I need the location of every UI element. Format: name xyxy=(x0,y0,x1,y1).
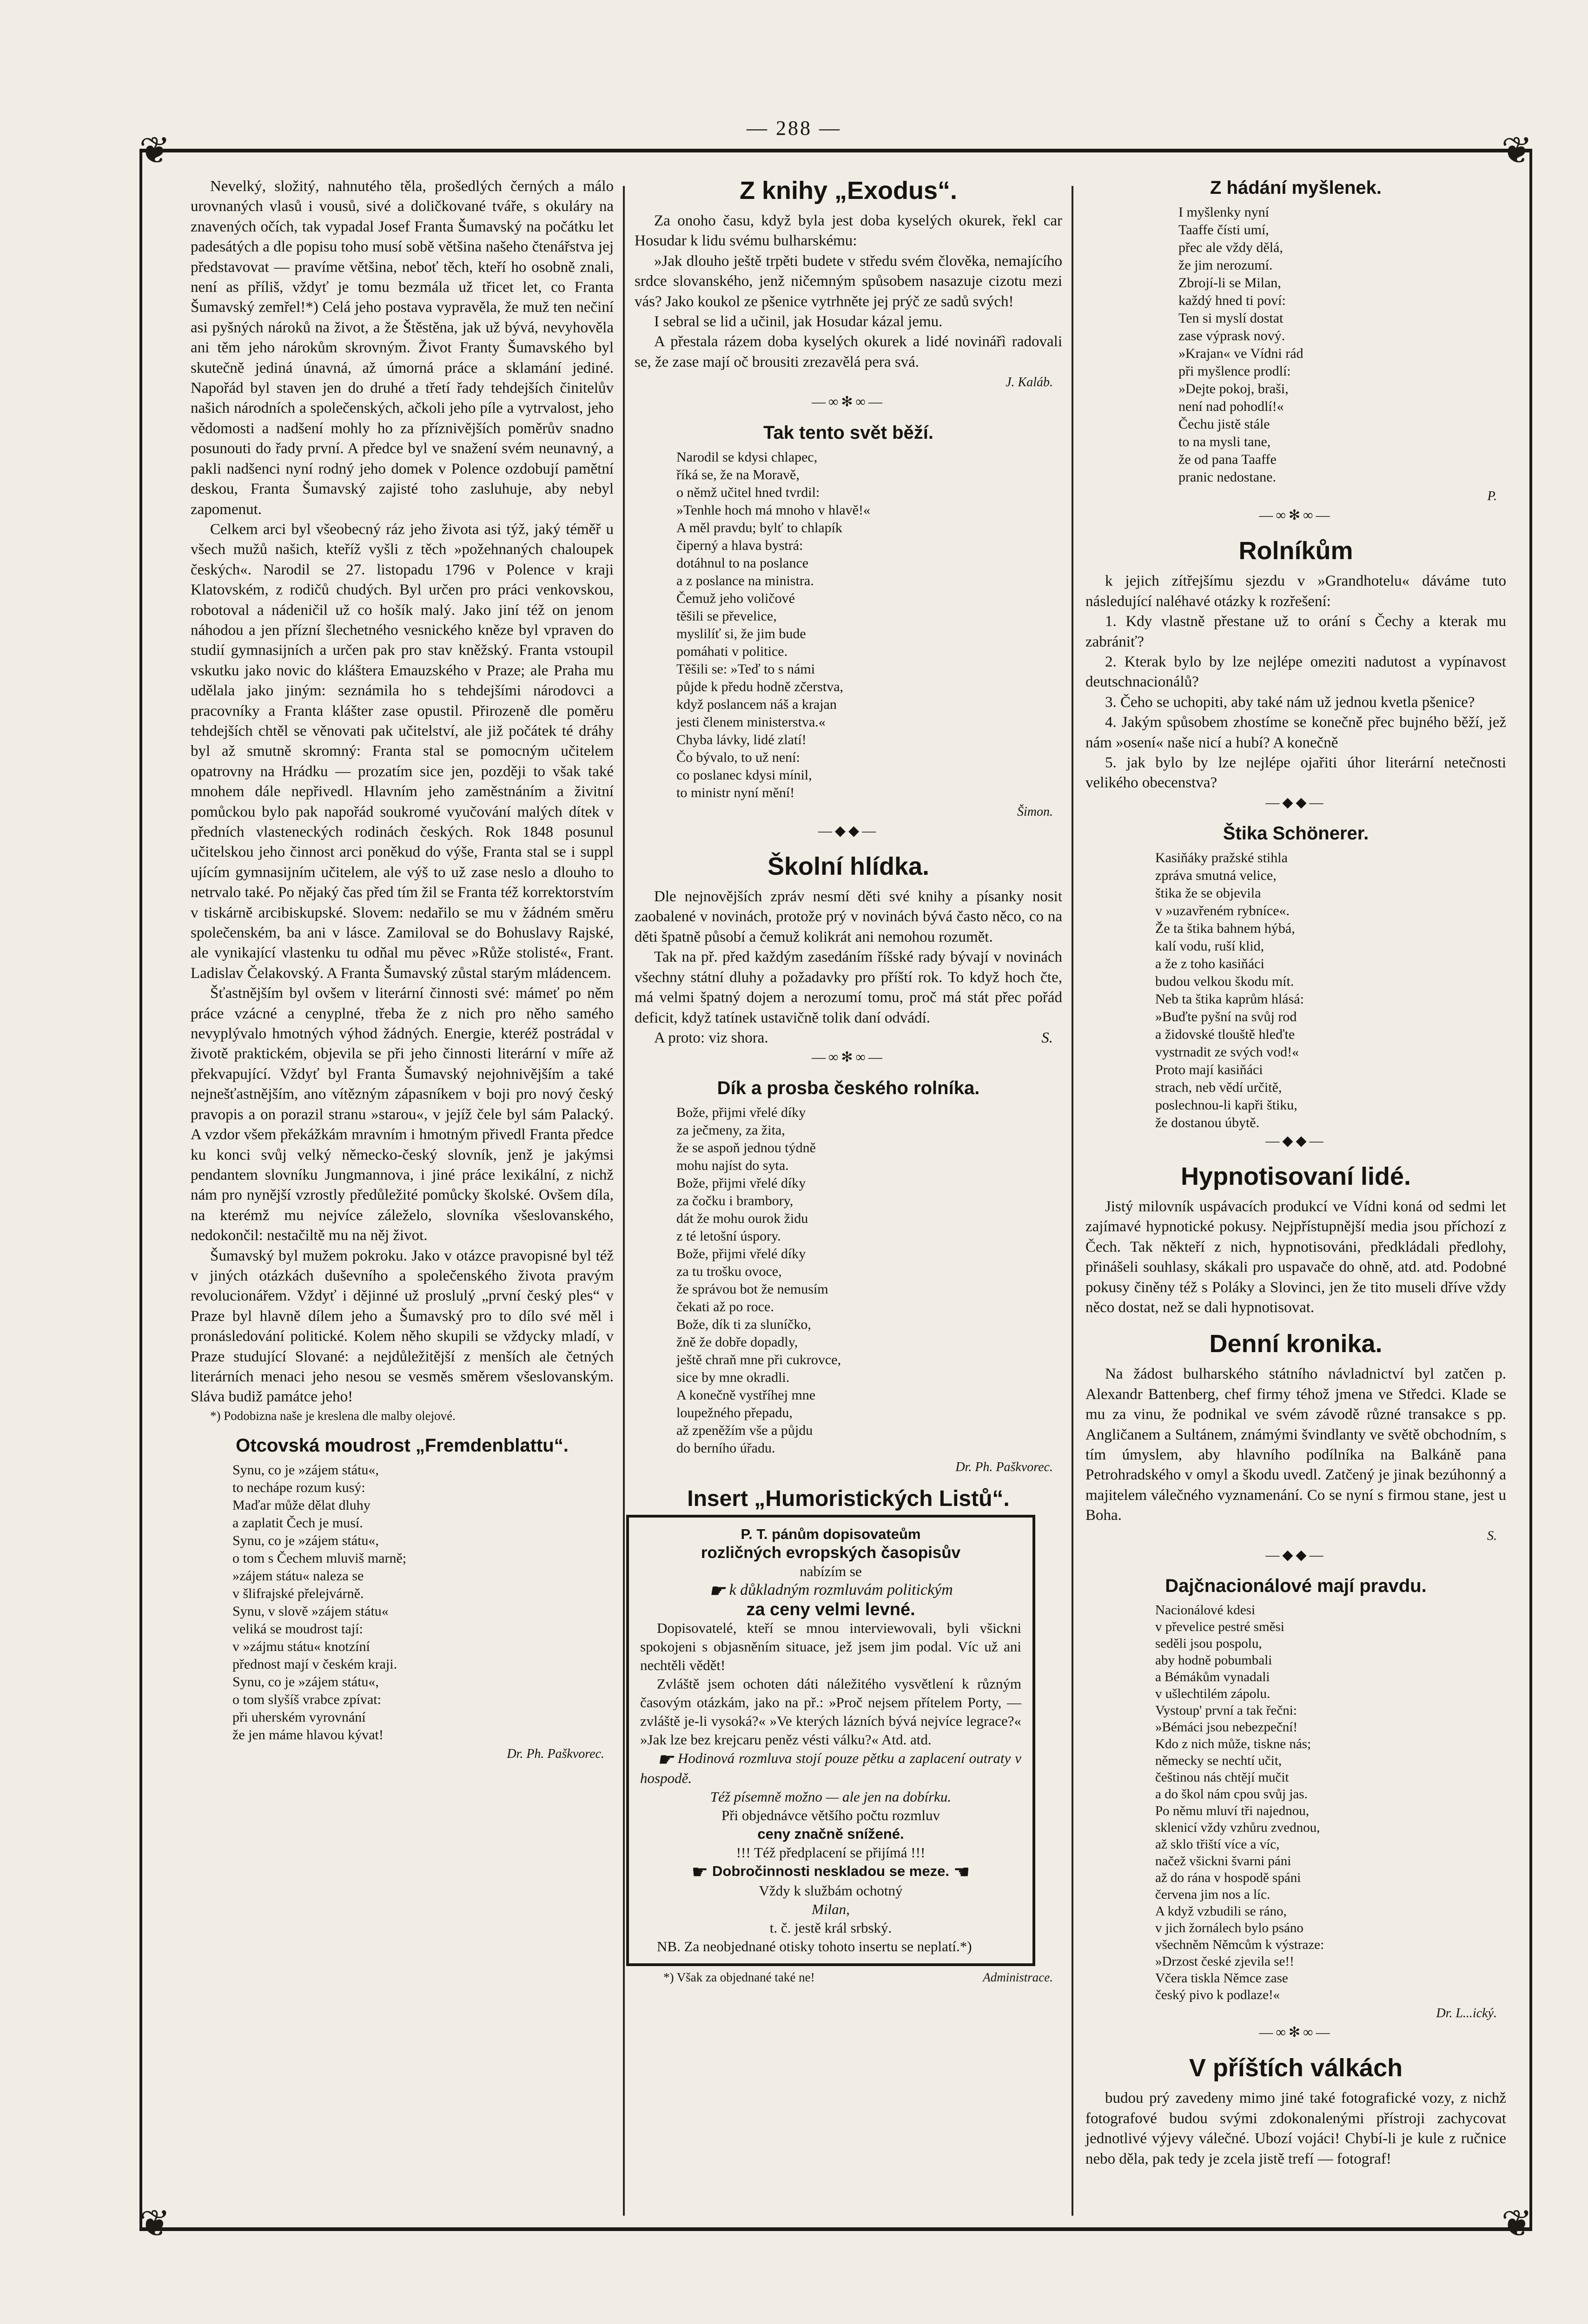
poem-line: štika že se objevila xyxy=(1155,885,1261,901)
signature: P. xyxy=(1487,489,1497,503)
poem-line: český pivo k podlaze!« xyxy=(1155,1987,1280,2002)
valky-paragraph: budou prý zavedeny mimo jiné také fotografické vozy, z nichž fotografové budou svými zdokonalenými přístroji zachycovat jednotlivé výjevy válečné. Ubozí vojáci! Chybí-li je kule z ručnice nebo děla, pak tedy je zcela jistě trefí — fotograf! xyxy=(1085,2090,1506,2167)
poem-line: Neb ta štika kaprům hlásá: xyxy=(1155,991,1304,1007)
insert-body: ceny značně snížené. xyxy=(757,1825,904,1842)
poem-line: přec ale vždy dělá, xyxy=(1178,240,1283,255)
insert-body: Zvláště jsem ochoten dáti náležitého vysvětlení k různým časovým otázkám, jako na př.: »Proč nejsem přítelem Porty, — zvláště je-li vysoká?« »Ve kterých lázních bývá nejvíce legrace?« »Jak lze bez krejcaru peněz vésti válku?« Atd. atd. xyxy=(640,1675,1021,1748)
poem-line: dát že mohu ourok židu xyxy=(676,1211,808,1227)
skolni-closing-text: A proto: viz shora. xyxy=(654,1029,768,1046)
skolni-paragraph: Dle nejnovějších zpráv nesmí děti své knihy a písanky nosit zaobalené v novinách, protože prý v novinách bývá často něco, co na děti špatně působí a čemuž kolikrát ani nemohou rozumět. xyxy=(635,888,1062,945)
pointing-hand-left-icon: ☚ xyxy=(953,1862,970,1882)
poem-line: »Drzost české zjevila se!! xyxy=(1155,1954,1294,1969)
heading-tento-svet: Tak tento svět běží. xyxy=(763,422,933,443)
poem-line: Bože, přijmi vřelé díky xyxy=(676,1105,806,1121)
poem-line: češtinou nás chtějí mučit xyxy=(1155,1769,1289,1785)
poem-line: »Bémáci jsou nebezpeční! xyxy=(1155,1719,1297,1735)
poem-line: Narodil se kdysi chlapec, xyxy=(676,449,818,465)
poem-tento-svet xyxy=(635,449,1062,802)
poem-line: pomáhati v politice. xyxy=(676,643,788,659)
poem-line: o němž učitel hned tvrdil: xyxy=(676,484,820,500)
poem-line: až zpeněžím vše a půjdu xyxy=(676,1423,813,1439)
insert-body: !!! Též předplacení se přijímá !!! xyxy=(736,1844,926,1861)
poem-line: loupežného přepadu, xyxy=(676,1405,793,1421)
poem-line: strach, neb vědí určitě, xyxy=(1155,1079,1282,1095)
poem-line: že se aspoň jednou týdně xyxy=(676,1140,816,1156)
poem-line: není nad pohodlí!« xyxy=(1178,399,1284,414)
poem-line: zpráva smutná velice, xyxy=(1155,867,1277,883)
separator: —∞✻∞— xyxy=(812,394,885,409)
signature: Administrace. xyxy=(983,1970,1053,1984)
insert-head: rozličných evropských časopisův xyxy=(701,1543,961,1562)
article-paragraph: Šumavský byl mužem pokroku. Jako v otázce pravopisné byl též v jiných otázkách duševního a společenského života pravým revolucionářem. Vždyť i dějinné už proslulý „první český ples“ v Praze byl hlavně dílem jeho a Šumavský pro to dílo své měl i pronásledování politické. Kolem něho skupili se vždycky mladí, v Praze studující Slované: a nejdůležitější z menších ale četných literárních menaci jeho nesou se vesměs směrem všeslovanským. Sláva budiž památce jeho! xyxy=(191,1247,614,1406)
poem-line: Maďar může dělat dluhy xyxy=(232,1497,371,1513)
heading-dajcnacionalove: Dajčnacionálové mají pravdu. xyxy=(1165,1575,1427,1596)
poem-line: vystrnadit ze svých vod!« xyxy=(1155,1044,1299,1060)
insert-footnote xyxy=(635,1966,1062,1986)
frame-right-line xyxy=(1529,152,1532,2227)
column-rule-2 xyxy=(1072,186,1073,2216)
signature: Dr. Ph. Paškvorec. xyxy=(507,1746,604,1761)
heading-v-pristich-valkach: V příštích válkách xyxy=(1189,2054,1403,2082)
poem-line: že jim nerozumí. xyxy=(1178,257,1273,273)
insert-body: Dopisovatelé, kteří se mnou interviewovali, byli všickni spokojeni s objasněním situace, jež jsem jim podal. Víc už ani nechtěli vědět! xyxy=(640,1619,1021,1673)
insert-body: Dobročinnosti neskladou se meze. xyxy=(712,1862,949,1879)
poem-line: Synu, co je »zájem státu«, xyxy=(232,1674,379,1690)
insert-head: P. T. pánům dopisovateům xyxy=(741,1525,921,1542)
poem-line: »zájem státu« naleza se xyxy=(232,1568,364,1584)
poem-line: že jen máme hlavou kývat! xyxy=(232,1727,384,1743)
poem-dik-a-prosba xyxy=(635,1104,1062,1457)
separator: —◆◆— xyxy=(1265,794,1326,810)
poem-line: Čemuž jeho voličové xyxy=(676,590,795,606)
poem-line: Bože, přijmi vřelé díky xyxy=(676,1246,806,1262)
heading-z-hadani: Z hádání myšlenek. xyxy=(1210,178,1382,198)
insert-body: Při objednávce většího počtu rozmluv xyxy=(721,1807,940,1823)
poem-line: to ministr nyní mění! xyxy=(676,785,795,800)
signature: J. Kaláb. xyxy=(1006,375,1053,390)
poem-line: v ušlechtilém zápolu. xyxy=(1155,1686,1270,1701)
poem-line: že od pana Taaffe xyxy=(1178,452,1277,467)
insert-box xyxy=(626,1515,1035,1966)
signature: S. xyxy=(1041,1029,1053,1046)
poem-line: aby hodně pobumbali xyxy=(1155,1652,1272,1668)
heading-insert: Insert „Humoristických Listů“. xyxy=(687,1486,1010,1511)
separator: —◆◆— xyxy=(1265,1547,1326,1563)
poem-otcovska xyxy=(191,1461,614,1744)
poem-line: Bože, přijmi vřelé díky xyxy=(676,1175,806,1191)
article-paragraph: Celkem arci byl všeobecný ráz jeho života asi týž, jaký téměř u všech mužů našich, kteříž vyšli z těch »požehnaných chaloupek českých«. Narodil se 27. listopadu 1796 v Polence v kraji Klatovském, z rodičů chudých. Byl určen pro práci venkovskou, robotoval a nádeničil už co hošík malý. Jako jiní též on jenom náhodou a jen přízní šlechetného vesnického kněze byl vpraven do studií gymnasijních a určen pak pro stav kněžský. Franta vstoupil vskutku jako novic do kláštera Emauzského v Praze; ale Praha mu udělala jako jiným: seznámila ho s tehdejšími národovci a pracovníky a Franta klášter zase opustil. Přirozeně dle poměru tehdejších chtěl se věnovati pak učitelství, ale již počátek té dráhy byl až smutně skromný: Franta stal se pomocným učitelem opatrovny na Hrádku — prozatím sice jen, později to však také mnohem dále nepřivedl. Hlavním jeho zaměstnáním a živitní pomůckou bylo pak napořád soukromé vyučování malých dítek v předních vlasteneckých rodinách českých. Rok 1848 posunul učitelskou jeho činnost arci poněkud do výše, Franta stal se i suppl ujícím gymnasijním učitelem, ale výš to už zase neslo a dlouho to netrvalo také. Po nějaký čas před tím žil se Franta též korrektorstvím v tiskárně arcibiskupské. Slovem: nedařilo se mu v žádném směru společenském, ba ani v lásce. Zamiloval se do Bohuslavy Rajské, ale vynikající vlastenku tu odňal mu pěvec »Růže stolisté«, Frant. Ladislav Čelakovský. A Franta Šumavský zůstal starým mládencem. xyxy=(191,521,614,982)
poem-line: Zbrojí-li se Milan, xyxy=(1178,275,1281,290)
poem-line: německy se nechtí učit, xyxy=(1155,1753,1282,1768)
poem-line: dotáhnul to na poslance xyxy=(676,555,809,571)
poem-line: při uherském vyrovnání xyxy=(232,1709,366,1725)
poem-z-hadani xyxy=(1085,204,1506,486)
heading-exodus: Z knihy „Exodus“. xyxy=(739,177,958,205)
separator: —∞✻∞— xyxy=(1259,508,1333,523)
column-rule-1 xyxy=(623,186,625,2216)
poem-line: Včera tiskla Němce zase xyxy=(1155,1970,1288,1986)
insert-offer: za ceny velmi levné. xyxy=(746,1599,915,1619)
exodus-paragraph: Za onoho času, když byla jest doba kyselých okurek, řekl car Hosudar k lidu svému bulharskému: xyxy=(635,212,1062,250)
poem-line: Nacionálové kdesi xyxy=(1155,1602,1256,1618)
poem-line: A když vzbudili se ráno, xyxy=(1155,1903,1287,1919)
heading-denni-kronika: Denní kronika. xyxy=(1209,1330,1383,1358)
poem-line: poslechnou-li kapři štiku, xyxy=(1155,1097,1297,1113)
ornament-top-left-icon: ❦ xyxy=(139,131,171,172)
poem-line: v převelice pestré směsi xyxy=(1155,1619,1284,1634)
insert-nb: NB. Za neobjednané otisky tohoto insertu se neplatí.*) xyxy=(657,1938,972,1954)
poem-line: o tom slyšíš vrabce zpívat: xyxy=(232,1691,381,1707)
poem-line: jesti členem ministerstva.« xyxy=(676,714,826,730)
poem-line: A konečně vystříhej mne xyxy=(676,1387,816,1403)
poem-line: když poslancem náš a krajan xyxy=(676,696,837,712)
heading-skolni-hlidka: Školní hlídka. xyxy=(767,852,930,881)
poem-line: Taaffe čísti umí, xyxy=(1178,222,1269,238)
skolni-paragraph: Tak na př. před každým zasedáním říšské rady bývají v novinách všechny státní dluhy a požadavky pro příští rok. To když hoch čte, má velmi špatný dojem a nerozumí tomu, proč má stát přec pořád deficit, když tatínek ustavičně tolik daní odvádí. xyxy=(635,949,1062,1026)
frame-left-line xyxy=(139,152,142,2227)
separator: —∞✻∞— xyxy=(812,1050,885,1065)
poem-line: až sklo třiští více a víc, xyxy=(1155,1836,1280,1852)
column-1 xyxy=(191,177,614,1764)
column-2 xyxy=(635,177,1062,1986)
ornament-top-right-icon: ❦ xyxy=(1501,131,1533,172)
rolnikum-question: 5. jak bylo by lze nejlépe ojařiti úhor literární netečnosti velikého obecenstva? xyxy=(1085,754,1506,792)
poem-line: v jich žornálech bylo psáno xyxy=(1155,1920,1303,1935)
rolnikum-question: 2. Kterak bylo by lze nejlépe omeziti nadutost a vypínavost deutschnacionálů? xyxy=(1085,654,1506,691)
column-3 xyxy=(1085,177,1506,2169)
poem-line: Vystoup' první a tak řečni: xyxy=(1155,1703,1297,1718)
poem-line: a Bémákům vynadali xyxy=(1155,1669,1270,1684)
poem-line: a židovské tlouště hleďte xyxy=(1155,1026,1295,1042)
skolni-closing xyxy=(635,1028,1062,1048)
hypno-paragraph: Jistý milovník uspávacích produkcí ve Vídni koná od sedmi let zajímavé hypnotické pokusy. Nejpřístupnější media jsou příchozí z Čech. Tak někteří z nich, hypnotisováni, předkládali předlohy, přinášeli souhlasy, skákali pro uspavače do ohně, atd. atd. Podobné pokusy činěny též s Poláky a Slovinci, jen že tito museli dříve vždy něco dostat, než se dali hypnotisovat. xyxy=(1085,1198,1506,1316)
heading-stika: Štika Schönerer. xyxy=(1223,823,1369,844)
separator: —◆◆— xyxy=(818,823,879,839)
heading-rolnikum: Rolníkům xyxy=(1238,537,1353,565)
insert-offer: k důkladným rozmluvám politickým xyxy=(729,1581,953,1598)
poem-line: v šlifrajské přelejvárně. xyxy=(232,1585,364,1601)
poem-line: Synu, v slově »zájem státu« xyxy=(232,1603,389,1619)
signature: S. xyxy=(1487,1528,1497,1543)
poem-line: každý hned ti poví: xyxy=(1178,293,1286,308)
poem-line: pranic nedostane. xyxy=(1178,469,1276,485)
poem-line: Kasiňáky pražské stihla xyxy=(1155,850,1288,865)
poem-line: z té letošní úspory. xyxy=(676,1228,781,1244)
poem-line: Proto mají kasiňáci xyxy=(1155,1062,1263,1077)
insert-body: Hodinová rozmluva stojí pouze pětku a zaplacení outraty v hospodě. xyxy=(640,1750,1021,1786)
poem-line: Ten si myslí dostat xyxy=(1178,310,1284,326)
heading-dik-a-prosba: Dík a prosba českého rolníka. xyxy=(717,1078,980,1099)
poem-line: až do rána v hospodě spáni xyxy=(1155,1870,1301,1885)
poem-line: Chyba lávky, lidé zlatí! xyxy=(676,732,807,747)
poem-line: čekati až po roce. xyxy=(676,1299,774,1315)
poem-line: Synu, co je »zájem státu«, xyxy=(232,1462,379,1478)
poem-line: sklenicí vždy vzhůru zvednou, xyxy=(1155,1820,1320,1835)
poem-line: kalí vodu, ruší klid, xyxy=(1155,938,1264,954)
poem-line: sice by mne okradli. xyxy=(676,1370,790,1386)
poem-line: přednost mají v českém kraji. xyxy=(232,1656,397,1672)
poem-line: a do škol nám cpou svůj jas. xyxy=(1155,1786,1308,1802)
poem-line: načež všickni švarni páni xyxy=(1155,1853,1291,1868)
poem-line: Těšili se: »Teď to s námi xyxy=(676,661,815,677)
rolnikum-question: 4. Jakým spůsobem zhostíme se konečně přec bujného běží, jež nám »osení« naše nicí a hubí? A konečně xyxy=(1085,714,1506,751)
separator: —∞✻∞— xyxy=(1259,2025,1333,2040)
poem-line: Bože, dík ti za sluníčko, xyxy=(676,1317,811,1333)
poem-line: Po němu mluví tři najednou, xyxy=(1155,1803,1310,1818)
poem-line: myslilíť si, že jim bude xyxy=(676,626,806,641)
pointing-hand-icon: ☛ xyxy=(708,1580,726,1601)
poem-line: čiperný a hlava bystrá: xyxy=(676,537,803,553)
exodus-paragraph: A přestala rázem doba kyselých okurek a lidé novinářì radovali se, že zase mají oč brousiti zrezavělá pera svá. xyxy=(635,333,1062,370)
poem-line: za ječmeny, za žita, xyxy=(676,1122,785,1138)
rolnikum-question: 1. Kdy vlastně přestane už to orání s Čechy a kterak mu zabrániť? xyxy=(1085,613,1506,650)
pointing-hand-icon: ☛ xyxy=(657,1749,674,1770)
poem-line: ještě chraň mne při cukrovce, xyxy=(676,1352,841,1368)
poem-line: a že z toho kasiňáci xyxy=(1155,956,1264,971)
separator: —◆◆— xyxy=(1265,1133,1326,1149)
poem-line: I myšlenky nyní xyxy=(1178,205,1269,220)
insert-body: Též písemně možno — ale jen na dobírku. xyxy=(710,1788,952,1805)
article-paragraph: Nevelký, složitý, nahnutého těla, prošedlých černých a málo urovnaných vlasů i vousů, sivé a doličkované tváře, s okuláry na znavených očích, tak vypadal Josef Franta Šumavský na počátku let padesátých a dle popisu toho musí sobě většina našeho čtenářstva jej představovat — pravíme většina, neboť těch, kteří ho osobně znali, není as příliš, vždyť je tomu bezmála už třicet let, co Franta Šumavský zemřel!*) Celá jeho postava vypravěla, že muž ten nečiní asi pyšných nároků na život, a že Štěstěna, jak už bývá, nevyhověla ani těm jeho nárokům skrovným. Život Franty Šumavského byl skutečně jediná únavná, až úmorná práce a sklamání jediné. Napořád byl staven jen do druhé a třetí řady tehdejších činitelův našich národních a společenských, ačkoli jeho píle a vytrvalost, jeho vědomosti a nadšení mohly ho za příznivějších poměrův snadno posunouti do řady první. A předce byl ve snažení svém neunavný, a pakli nadšenci nyní rodný jeho domek v Polence ozdobují pamětní deskou, Franta Šumavský zajisté toho zasluhuje, aby nebyl zapomenut. xyxy=(191,178,614,518)
page-number: — 288 — xyxy=(747,117,841,139)
exodus-paragraph: »Jak dlouho ještě trpěti budete v středu svém člověka, nemajícího srdce slovanského, jenž ničemným spůsobem nasazuje cizotu mezi vás? Jako koukol ze pšenice vytrhněte jej prýč ze sadů svých! xyxy=(635,252,1062,310)
poem-line: to nechápe rozum kusý: xyxy=(232,1479,365,1495)
poem-line: říká se, že na Moravě, xyxy=(676,467,800,482)
poem-line: těšili se převelice, xyxy=(676,608,777,624)
poem-line: Že ta štika bahnem hýbá, xyxy=(1155,920,1295,936)
poem-line: za tu trošku ovoce, xyxy=(676,1264,782,1280)
denni-paragraph: Na žádost bulharského státního návladnictví byl zatčen p. Alexandr Battenberg, chef firmy téhož jmena ve Středci. Klade se mu za vinu, že podnikal ve svém závodě různé transakce s pp. Angličanem a Sultánem, známými švindlanty ve světě obchodním, s tím úmyslem, aby hlavního podílníka na Balkáně pana Petrohradského v omyl a škodu uvedl. Zatčený je jinak bezúhonný a majitelem válečného vyznamenání. Co se nyní s firmou stane, jest u Boha. xyxy=(1085,1366,1506,1524)
poem-line: při myšlence prodlí: xyxy=(1178,363,1291,379)
poem-line: Čo bývalo, to už není: xyxy=(676,749,800,765)
insert-name: Milan, xyxy=(812,1901,850,1917)
insert-body: Vždy k službám ochotný xyxy=(759,1882,903,1899)
heading-otcovska: Otcovská moudrost „Fremdenblattu“. xyxy=(236,1435,569,1456)
poem-line: »Tenhle hoch má mnoho v hlavě!« xyxy=(676,502,870,518)
poem-line: seděli jsou pospolu, xyxy=(1155,1636,1262,1651)
rolnikum-intro: k jejich zítřejšímu sjezdu v »Grandhotelu« dáváme tuto následující naléhavé otázky k rozřešení: xyxy=(1085,573,1506,610)
poem-line: A měl pravdu; bylť to chlapík xyxy=(676,520,842,535)
poem-line: to na mysli tane, xyxy=(1178,434,1271,449)
poem-line: žně že dobře dopadly, xyxy=(676,1334,798,1350)
poem-line: a zaplatit Čech je musí. xyxy=(232,1515,363,1531)
rolnikum-question: 3. Čeho se uchopiti, aby také nám už jednou kvetla pšenice? xyxy=(1105,693,1475,711)
poem-line: zase výprask nový. xyxy=(1178,328,1285,343)
signature: Dr. Ph. Paškvorec. xyxy=(955,1460,1053,1475)
poem-line: Synu, co je »zájem státu«, xyxy=(232,1532,379,1548)
footnote: *) Podobizna naše je kreslena dle malby olejové. xyxy=(210,1408,456,1423)
poem-line: »Dejte pokoj, braši, xyxy=(1178,381,1289,396)
exodus-paragraph: I sebral se lid a učinil, jak Hosudar kázal jemu. xyxy=(654,313,943,330)
poem-line: mohu najíst do syta. xyxy=(676,1158,789,1174)
article-paragraph: Šťastnějším byl ovšem v literární činnosti své: mámeť po něm práce vzácné a cenyplné, třeba že z nich pro něho samého nevyplývalo hmotných výhod žádných. Energie, kteréž postrádal v životě praktickém, objevila se při jeho činnosti literární v míře až překvapující. Vždyť byl Franta Šumavský nejohnivějším a také nejnešťastnějším, ano vítězným zápasníkem v boji pro nový český pravopis a on porazil stranu »starou«, v jejíž čele byl sám Palacký. A vzdor všem překážkám mravním i hmotným přivedl Franta předce ku konci svůj velký německo-český slovník, jenž je jakýmsi pendantem slovníku Jungmannova, i jiné práce lexikální, z nichž nám pro nynější vzrostly předůležité pomůcky školské. Ovšem díla, na kterémž mu nejvíce záleželo, slovníka všeslovanského, nedokončil: nestačiltě mu na něj život. xyxy=(191,985,614,1244)
poem-line: veliká se moudrost tají: xyxy=(232,1621,363,1637)
ornament-bottom-right-icon: ❦ xyxy=(1501,2204,1533,2245)
poem-line: že správou bot že nemusím xyxy=(676,1281,828,1297)
poem-line: za čočku i brambory, xyxy=(676,1193,794,1209)
poem-line: Kdo z nich může, tiskne nás; xyxy=(1155,1736,1311,1751)
poem-line: v »uzavřeném rybníce«. xyxy=(1155,903,1290,918)
poem-line: v »zájmu státu« knotzíní xyxy=(232,1638,370,1654)
heading-hypnotisovani: Hypnotisovaní lidé. xyxy=(1180,1162,1411,1190)
poem-line: budou velkou škodu mít. xyxy=(1155,973,1294,989)
pointing-hand-icon: ☛ xyxy=(691,1862,708,1882)
poem-line: Čechu jistě stále xyxy=(1178,416,1270,432)
poem-line: a z poslance na ministra. xyxy=(676,573,814,588)
poem-line: o tom s Čechem mluviš marně; xyxy=(232,1550,407,1566)
poem-line: půjde k předu hodně zčerstva, xyxy=(676,679,844,694)
insert-head: nabízím se xyxy=(800,1563,862,1579)
poem-line: červena jim nos a líc. xyxy=(1155,1887,1270,1902)
poem-line: »Krajan« ve Vídni rád xyxy=(1178,346,1303,361)
poem-dajcnacionalove xyxy=(1085,1602,1506,2003)
poem-line: že dostanou úbytě. xyxy=(1155,1115,1260,1130)
poem-line: všechněm Němcům k výstraze: xyxy=(1155,1937,1324,1952)
poem-line: »Buďte pyšní na svůj rod xyxy=(1155,1009,1297,1024)
poem-line: do berního úřadu. xyxy=(676,1440,775,1456)
ornament-bottom-left-icon: ❦ xyxy=(139,2204,171,2245)
insert-footnote-text: *) Však za objednané také ne! xyxy=(663,1970,815,1984)
poem-stika xyxy=(1085,849,1506,1132)
insert-title: t. č. jestě král srbský. xyxy=(769,1919,892,1936)
poem-line: co poslanec kdysi mínil, xyxy=(676,767,812,783)
signature: Dr. L...ický. xyxy=(1436,2006,1497,2020)
signature: Šimon. xyxy=(1017,804,1053,819)
